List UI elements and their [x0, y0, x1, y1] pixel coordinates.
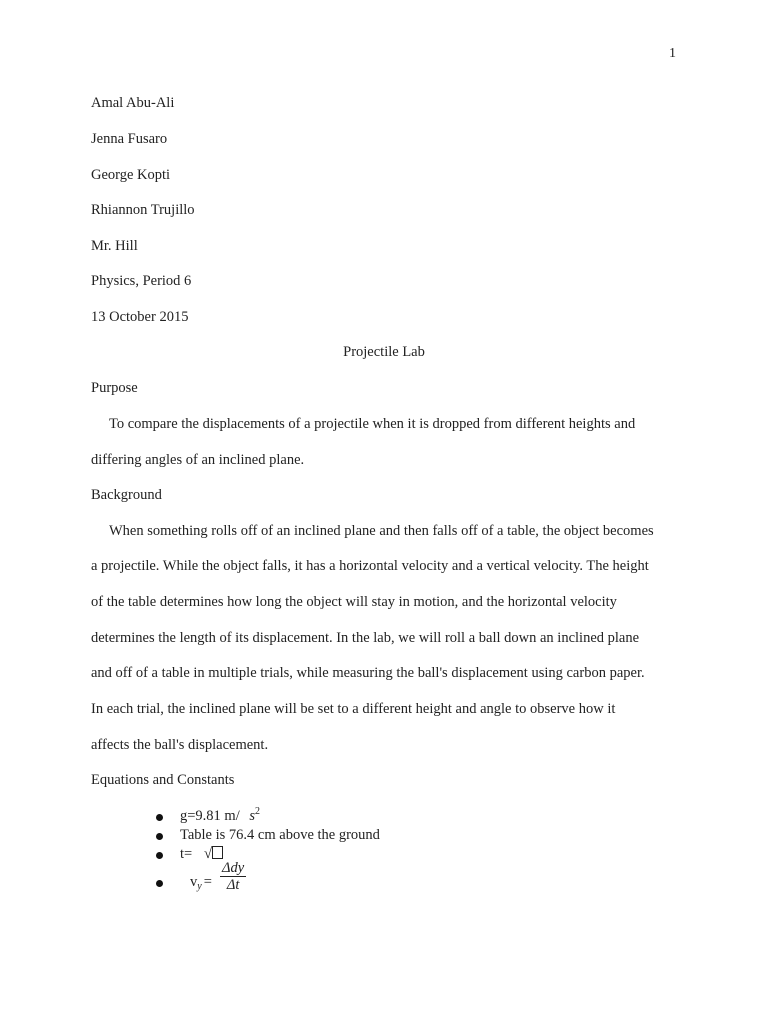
table-height-text: Table is 76.4 cm above the ground [180, 827, 380, 843]
purpose-line-1: To compare the displacements of a projectile when it is dropped from different heights and [109, 416, 636, 432]
page-number: 1 [669, 46, 676, 61]
equations-heading: Equations and Constants [91, 772, 235, 788]
velocity-fraction [220, 860, 246, 893]
background-heading: Background [91, 487, 162, 503]
teacher-name: Mr. Hill [91, 238, 138, 254]
velocity-numerator: Δdy [222, 860, 245, 876]
background-line-3: of the table determines how long the object will stay in motion, and the horizontal velocity [91, 594, 617, 610]
background-line-2: a projectile. While the object falls, it has a horizontal velocity and a vertical velocity. The height [91, 558, 649, 574]
placeholder-box-icon [212, 846, 223, 859]
gravity-unit: s [249, 808, 256, 824]
velocity-equals: = [203, 874, 212, 890]
background-line-7: affects the ball's displacement. [91, 737, 269, 753]
bullet-icon [156, 880, 163, 887]
bullet-icon [156, 852, 163, 859]
purpose-line-2: differing angles of an inclined plane. [91, 452, 305, 468]
background-line-6: In each trial, the inclined plane will be set to a different height and angle to observe how it [91, 701, 616, 717]
bullet-icon [156, 833, 163, 840]
velocity-denominator: Δt [226, 877, 240, 893]
sqrt-symbol: √ [203, 846, 213, 862]
background-line-5: and off of a table in multiple trials, while measuring the ball's displacement using carbon paper. [91, 665, 645, 681]
velocity-subscript: y [197, 881, 202, 892]
author-1: Amal Abu-Ali [91, 95, 175, 111]
time-text: t= [180, 846, 193, 862]
document-title: Projectile Lab [343, 344, 425, 360]
course-name: Physics, Period 6 [91, 273, 192, 289]
gravity-text: g=9.81 m/ [180, 808, 240, 824]
author-2: Jenna Fusaro [91, 131, 168, 147]
author-4: Rhiannon Trujillo [91, 202, 195, 218]
purpose-heading: Purpose [91, 380, 138, 396]
velocity-symbol: v [190, 874, 198, 890]
document-date: 13 October 2015 [91, 309, 189, 325]
author-3: George Kopti [91, 167, 171, 183]
background-line-1: When something rolls off of an inclined plane and then falls off of a table, the object becomes [109, 523, 654, 539]
gravity-exponent: 2 [255, 806, 261, 817]
background-line-4: determines the length of its displacement. In the lab, we will roll a ball down an inclined plane [91, 630, 640, 646]
bullet-icon [156, 814, 163, 821]
